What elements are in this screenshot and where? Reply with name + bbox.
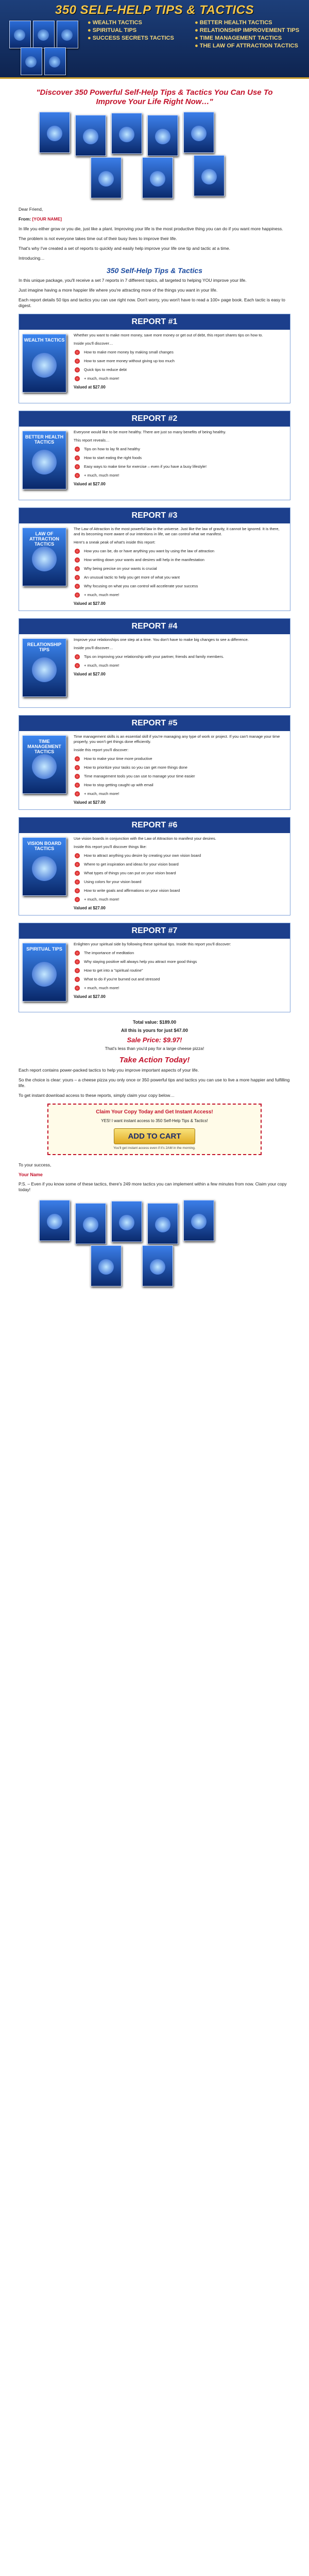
- intro-paragraph: In life you either grow or you die, just like a plant. Improving your life is the most productive thing you can do if you want more happiness.: [19, 226, 283, 231]
- head-silhouette-icon: [32, 962, 57, 987]
- book-cover-icon: [9, 21, 31, 48]
- report-subheading: Inside this report you'll discover:: [74, 748, 129, 752]
- report-body: [19, 427, 290, 500]
- header-banner: [0, 0, 309, 79]
- report-bullet: Why focusing on what you can control will accelerate your success: [74, 584, 287, 589]
- report-title: REPORT #6: [19, 818, 290, 833]
- report-value: Valued at $27.00: [74, 800, 106, 805]
- intro-paragraph: The problem is not everyone takes time out of their busy lives to improve their life.: [19, 236, 177, 241]
- sign-off: To your success,: [19, 1162, 52, 1167]
- report-body: [19, 330, 290, 403]
- report-value: Valued at $27.00: [74, 672, 106, 676]
- report-bullet: How to start eating the right foods: [74, 455, 287, 461]
- total-value: Total value: $189.00: [132, 1020, 177, 1025]
- report-value: Valued at $27.00: [74, 601, 106, 606]
- from-line: [19, 216, 290, 222]
- report-bullet: + much, much more!: [74, 473, 287, 478]
- report-subheading: Inside this report you'll discover things like:: [74, 844, 147, 849]
- report-intro: Everyone would like to be more healthy. There are just so many benefits of being healthy.: [74, 430, 227, 434]
- book-cover-icon: [142, 1245, 173, 1286]
- postscript: P.S. – Even if you know some of these tactics, there's 249 more tactics you can implement within a few minutes from now. Claim your copy today!: [19, 1181, 287, 1192]
- book-cover-icon: [39, 1200, 70, 1241]
- report-block: [19, 507, 290, 611]
- book-cover-icon: [33, 21, 55, 48]
- report-intro: Time management skills is an essential skill if you're managing any type of work or project. If you can't manage your time properly, you won't get things done efficiently.: [74, 734, 280, 744]
- header-title: 350 SELF-HELP TIPS & TACTICS: [55, 3, 254, 17]
- report-bullet: How to write goals and affirmations on your vision board: [74, 888, 287, 893]
- report-bullet: Tips on how to lay fit and healthy: [74, 447, 287, 452]
- report-title: REPORT #2: [19, 411, 290, 427]
- report-subheading: This report reveals…: [74, 438, 110, 443]
- report-block: [19, 314, 290, 403]
- report-body: [19, 833, 290, 915]
- report-cover-image: [22, 528, 66, 586]
- report-bullet: + much, much more!: [74, 791, 287, 796]
- report-bullet: What types of things you can put on your vision board: [74, 871, 287, 876]
- report-text: [74, 836, 287, 911]
- closing-paragraph: To get instant download access to these reports, simply claim your copy below…: [19, 1093, 175, 1098]
- report-block: [19, 715, 290, 810]
- head-silhouette-icon: [32, 547, 57, 571]
- headline: "Discover 350 Powerful Self-Help Tips & Tactics You Can Use To Improve Your Life Right Now…": [36, 88, 273, 106]
- report-cover-title: LAW OF ATTRACTION TACTICS: [29, 531, 59, 547]
- book-cover-icon: [39, 112, 70, 153]
- from-label: From:: [19, 216, 31, 222]
- report-text: [74, 637, 287, 677]
- book-cover-icon: [111, 113, 142, 154]
- main-content: [0, 79, 309, 1287]
- reports-list: [19, 314, 290, 1012]
- report-text: [74, 527, 287, 606]
- report-bullet: How to prioritize your tasks so you can get more things done: [74, 765, 287, 770]
- header-feature: ● BETTER HEALTH TACTICS: [195, 20, 300, 26]
- package-paragraph: Just imagine having a more happier life where you're attracting more of the things you want in your life.: [19, 287, 218, 293]
- add-to-cart-button[interactable]: ADD TO CART: [114, 1128, 195, 1144]
- product-cover-collage: [39, 112, 270, 199]
- header-feature: ● TIME MANAGEMENT TACTICS: [195, 35, 300, 41]
- report-bullet: Where to get inspiration and ideas for your vision board: [74, 862, 287, 867]
- header-product-images: [9, 21, 81, 74]
- yours-price: All this is yours for just $47.00: [121, 1028, 188, 1033]
- report-cover-title: TIME MANAGEMENT TACTICS: [27, 739, 61, 754]
- order-box: [47, 1104, 262, 1155]
- report-bullet: Time management tools you can use to manage your time easier: [74, 774, 287, 779]
- report-cover-image: [22, 943, 66, 1002]
- report-bullet: The importance of meditation: [74, 951, 287, 956]
- report-title: REPORT #4: [19, 619, 290, 634]
- book-cover-icon: [111, 1201, 142, 1242]
- report-block: [19, 411, 290, 500]
- report-text: [74, 734, 287, 805]
- report-intro: Whether you want to make more money, save more money or get out of debt, this report shares tips on how to.: [74, 333, 263, 337]
- report-bullet: Easy ways to make time for exercise – even if you have a busy lifestyle!: [74, 464, 287, 469]
- report-block: [19, 618, 290, 708]
- report-bullet: + much, much more!: [74, 663, 287, 668]
- report-bullet: An unusual tactic to help you get more of what you want: [74, 575, 287, 580]
- report-bullet: + much, much more!: [74, 897, 287, 902]
- report-cover-image: [22, 735, 66, 794]
- header-feature: ● WEALTH TACTICS: [88, 20, 193, 26]
- header-feature: ● SUCCESS SECRETS TACTICS: [88, 35, 193, 41]
- report-bullet: How to get into a "spiritual routine": [74, 968, 287, 973]
- report-bullet: + much, much more!: [74, 376, 287, 381]
- report-bullet: How to stop getting caught up with email: [74, 783, 287, 788]
- head-silhouette-icon: [32, 450, 57, 474]
- report-cover-image: [22, 334, 66, 393]
- take-action-heading: Take Action Today!: [119, 1056, 190, 1064]
- report-bullet: How to make your time more productive: [74, 756, 287, 761]
- report-cover-title: RELATIONSHIP TIPS: [27, 642, 62, 652]
- report-value: Valued at $27.00: [74, 906, 106, 910]
- report-cover-title: WEALTH TACTICS: [24, 337, 65, 343]
- report-bullet: Using colors for your vision board: [74, 879, 287, 885]
- report-text: [74, 333, 287, 390]
- report-body: [19, 523, 290, 611]
- book-cover-icon: [142, 157, 173, 198]
- book-cover-icon: [147, 1203, 178, 1244]
- report-cover-title: VISION BOARD TACTICS: [27, 841, 61, 851]
- book-cover-icon: [57, 21, 78, 48]
- order-title: Claim Your Copy Today and Get Instant Access!: [96, 1109, 213, 1115]
- from-name: [YOUR NAME]: [32, 216, 62, 222]
- report-intro: The Law of Attraction is the most powerful law in the universe. Just like the law of gravity, it cannot be ignored. It is there, and its becoming more aware of our intentions in life, we can control what we manifest.: [74, 527, 280, 536]
- book-cover-icon: [44, 47, 66, 75]
- book-cover-icon: [183, 112, 214, 153]
- report-bullet: How to attract anything you desire by creating your own vision board: [74, 853, 287, 858]
- book-cover-icon: [183, 1200, 214, 1241]
- book-cover-icon: [91, 1245, 122, 1286]
- order-note: You'll get instant access even if it's 2AM in the morning.: [113, 1146, 196, 1150]
- report-title: REPORT #7: [19, 923, 290, 939]
- report-bullet: What to do if you're burned out and stressed: [74, 977, 287, 982]
- report-cover-image: [22, 638, 66, 697]
- report-block: [19, 817, 290, 916]
- report-intro: Enlighten your spiritual side by following these spiritual tips. Inside this report you'll discover:: [74, 942, 231, 946]
- report-body: [19, 731, 290, 809]
- report-bullet: How to save more money without giving up too much: [74, 359, 287, 364]
- book-cover-icon: [21, 47, 42, 75]
- report-intro: Improve your relationships one step at a time. You don't have to make big changes to see a difference.: [74, 637, 249, 642]
- package-paragraph: In this unique package, you'll receive a set 7 reports in 7 different topics, all targeted to helping YOU improve your life.: [19, 278, 247, 283]
- report-subheading: Inside you'll discover…: [74, 646, 113, 650]
- package-paragraph: Each report details 50 tips and tactics you can use right now. Don't worry, you won't have to read a 100+ page book. Each tactic is easy to digest.: [19, 297, 285, 308]
- report-bullet: How writing down your wants and desires will help in the manifestation: [74, 557, 287, 563]
- product-cover-collage-bottom: [39, 1200, 270, 1287]
- report-bullet: Tips on improving your relationship with your partner, friends and family members.: [74, 654, 287, 659]
- report-value: Valued at $27.00: [74, 482, 106, 486]
- report-cover-image: [22, 837, 66, 896]
- closing-paragraph: Each report contains power-packed tactics to help you improve important aspects of your life.: [19, 1067, 199, 1073]
- report-value: Valued at $27.00: [74, 994, 106, 999]
- header-feature: ● SPIRITUAL TIPS: [88, 27, 193, 33]
- report-text: [74, 942, 287, 999]
- report-body: [19, 939, 290, 1012]
- price-note: That's less than you'd pay for a large cheese pizza!: [105, 1046, 204, 1051]
- report-bullet: + much, much more!: [74, 986, 287, 991]
- report-intro: Use vision boards in conjunction with the Law of Attraction to manifest your desires.: [74, 836, 216, 841]
- closing-paragraph: So the choice is clear: yours – a cheese pizza you only once or 350 powerful tips and tactics you can use to live a more happier and fulfilling life.: [19, 1077, 290, 1088]
- report-title: REPORT #1: [19, 314, 290, 330]
- report-bullet: Quick tips to reduce debt: [74, 367, 287, 372]
- report-block: [19, 923, 290, 1012]
- report-subheading: Inside you'll discover…: [74, 341, 113, 346]
- head-silhouette-icon: [32, 856, 57, 881]
- report-title: REPORT #5: [19, 716, 290, 731]
- report-bullet: How to make more money by making small changes: [74, 350, 287, 355]
- section-title: 350 Self-Help Tips & Tactics: [107, 266, 202, 275]
- head-silhouette-icon: [32, 657, 57, 682]
- intro-paragraph: That's why I've created a set of reports to quickly and easily help improve your life one tip and tactic at a time.: [19, 246, 230, 251]
- greeting: Dear Friend,: [19, 207, 43, 212]
- book-cover-icon: [75, 1203, 106, 1244]
- report-cover-image: [22, 431, 66, 489]
- book-cover-icon: [91, 157, 122, 198]
- report-text: [74, 430, 287, 487]
- head-silhouette-icon: [32, 353, 57, 378]
- report-bullet: + much, much more!: [74, 592, 287, 598]
- head-silhouette-icon: [32, 754, 57, 779]
- report-cover-title: SPIRITUAL TIPS: [26, 946, 62, 952]
- sale-price: Sale Price: $9.97!: [127, 1036, 182, 1044]
- header-feature-list: [88, 20, 304, 50]
- intro-paragraph: Introducing…: [19, 256, 45, 261]
- header-feature: ● THE LAW OF ATTRACTION TACTICS: [195, 43, 300, 49]
- report-bullet: How you can be, do or have anything you want by using the law of attraction: [74, 549, 287, 554]
- book-cover-icon: [147, 115, 178, 156]
- header-feature: ● RELATIONSHIP IMPROVEMENT TIPS: [195, 27, 300, 33]
- report-cover-title: BETTER HEALTH TACTICS: [25, 434, 64, 445]
- report-subheading: Here's a sneak peak of what's inside this report:: [74, 540, 156, 545]
- report-value: Valued at $27.00: [74, 385, 106, 389]
- signature-name: Your Name: [19, 1172, 43, 1177]
- report-title: REPORT #3: [19, 508, 290, 523]
- order-yes-text: YES! I want instant access to 350 Self-Help Tips & Tactics!: [101, 1118, 208, 1123]
- report-bullet: Why staying positive will always help you attract more good things: [74, 959, 287, 964]
- book-cover-icon: [75, 115, 106, 156]
- report-body: [19, 634, 290, 707]
- report-bullet: Why being precise on your wants is crucial: [74, 566, 287, 571]
- book-cover-icon: [194, 155, 225, 196]
